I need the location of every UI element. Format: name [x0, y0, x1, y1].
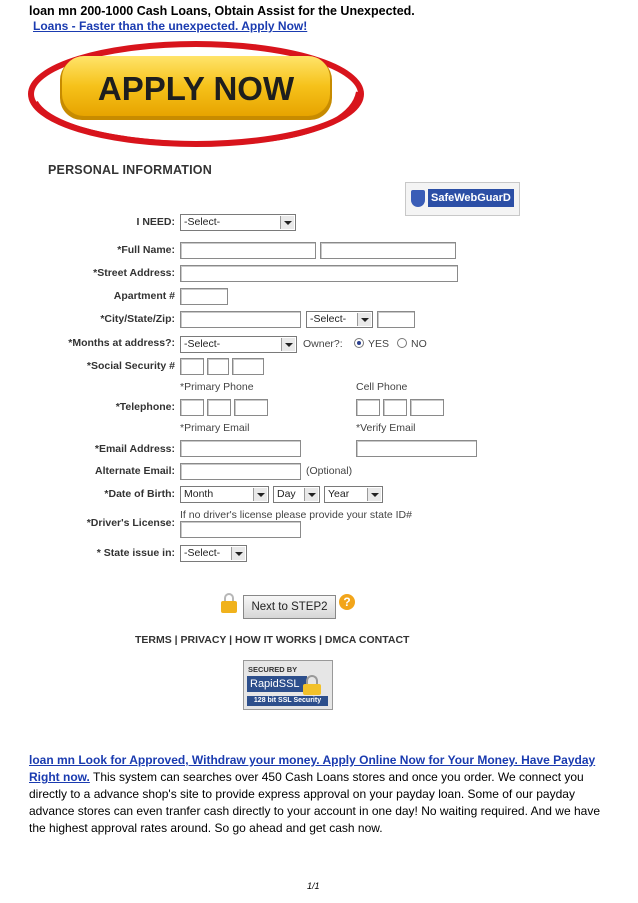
owner-label: Owner?: [303, 338, 343, 350]
phone-line-input[interactable] [234, 399, 268, 416]
chevron-down-icon [280, 216, 294, 229]
help-icon[interactable]: ? [339, 594, 355, 610]
months-select-value: -Select- [184, 338, 221, 350]
label-alt-email: Alternate Email: [95, 465, 175, 477]
chevron-down-icon [357, 313, 371, 326]
label-street: *Street Address: [93, 267, 175, 279]
owner-no-label: NO [411, 338, 427, 350]
bottom-text: This system can searches over 450 Cash Loans stores and once you order. We connect you directly to a advance shop's site to provide express approval on your payday loan. Some of our payday advance stores can even tranfer cash directly to your account in one day! No waiting required. And we have the highest approval rates around. So go ahead and get cash now. [29, 770, 600, 835]
bottom-link[interactable]: loan mn Look for Approved, Withdraw your money. Apply Online Now for Your Money. Have Payday Right now. [29, 753, 596, 784]
shield-icon [411, 190, 425, 207]
cell-prefix-input[interactable] [383, 399, 407, 416]
email-input[interactable] [180, 440, 301, 457]
section-title: PERSONAL INFORMATION [48, 163, 212, 177]
apply-now-text: APPLY NOW [97, 70, 295, 107]
label-apartment: Apartment # [113, 290, 175, 302]
rapidssl-badge [243, 660, 333, 710]
owner-yes-label: YES [368, 338, 390, 350]
label-dob: *Date of Birth: [104, 488, 175, 500]
page-title: loan mn 200-1000 Cash Loans, Obtain Assist for the Unexpected. [29, 4, 415, 18]
last-name-input[interactable] [320, 242, 456, 259]
primary-email-label: *Primary Email [180, 422, 250, 434]
chevron-down-icon [304, 488, 318, 501]
owner-no-radio[interactable] [397, 338, 407, 348]
state-issue-select[interactable] [180, 545, 247, 562]
footer-links: TERMS | PRIVACY | HOW IT WORKS | DMCA CONTACT [135, 634, 410, 646]
state-select[interactable] [306, 311, 373, 328]
chevron-down-icon [367, 488, 381, 501]
bottom-paragraph [29, 752, 604, 837]
dob-year-value: Year [328, 488, 350, 500]
label-ssn: *Social Security # [86, 360, 175, 372]
dmca-contact-link[interactable]: DMCA CONTACT [324, 634, 410, 646]
need-select[interactable] [180, 214, 296, 231]
state-issue-value: -Select- [184, 547, 221, 559]
label-state-issue: * State issue in: [96, 547, 175, 559]
label-need: I NEED: [136, 216, 175, 228]
cell-phone-label: Cell Phone [356, 381, 408, 393]
primary-phone-label: *Primary Phone [180, 381, 254, 393]
owner-yes-radio[interactable] [354, 338, 364, 348]
apply-link[interactable]: Loans - Faster than the unexpected. Apply Now! [33, 19, 308, 33]
padlock-icon [302, 675, 322, 695]
alt-email-input[interactable] [180, 463, 301, 480]
first-name-input[interactable] [180, 242, 316, 259]
dob-day-select[interactable] [273, 486, 320, 503]
cell-area-input[interactable] [356, 399, 380, 416]
phone-prefix-input[interactable] [207, 399, 231, 416]
page-number: 1/1 [307, 881, 320, 891]
label-months: *Months at address?: [68, 337, 175, 349]
chevron-down-icon [231, 547, 245, 560]
next-step-button[interactable]: Next to STEP2 [243, 595, 336, 619]
label-telephone: *Telephone: [115, 401, 175, 413]
terms-link[interactable]: TERMS [135, 634, 172, 646]
phone-area-input[interactable] [180, 399, 204, 416]
chevron-down-icon [253, 488, 267, 501]
how-it-works-link[interactable]: HOW IT WORKS [235, 634, 317, 646]
dob-month-select[interactable] [180, 486, 269, 503]
apartment-input[interactable] [180, 288, 228, 305]
apply-now-banner[interactable] [24, 34, 366, 150]
need-select-value: -Select- [184, 216, 221, 228]
street-address-input[interactable] [180, 265, 458, 282]
safewebguard-badge [405, 182, 520, 216]
label-license: *Driver's License: [86, 517, 175, 529]
city-input[interactable] [180, 311, 301, 328]
cell-line-input[interactable] [410, 399, 444, 416]
secured-by-text: SECURED BY [248, 665, 298, 674]
dob-day-value: Day [277, 488, 296, 500]
license-note: If no driver's license please provide your state ID# [180, 509, 412, 521]
chevron-down-icon [281, 338, 295, 351]
dob-year-select[interactable] [324, 486, 383, 503]
rapidssl-text: RapidSSL [247, 676, 307, 692]
lock-icon [220, 593, 238, 613]
verify-email-label: *Verify Email [356, 422, 416, 434]
verify-email-input[interactable] [356, 440, 477, 457]
ssn-part2-input[interactable] [207, 358, 229, 375]
zip-input[interactable] [377, 311, 415, 328]
label-full-name: *Full Name: [117, 244, 175, 256]
months-select[interactable] [180, 336, 297, 353]
label-email: *Email Address: [94, 443, 175, 455]
ssn-part1-input[interactable] [180, 358, 204, 375]
safewebguard-text: SafeWebGuarD [428, 189, 514, 207]
ssn-part3-input[interactable] [232, 358, 264, 375]
dob-month-value: Month [184, 488, 214, 500]
state-select-value: -Select- [310, 313, 347, 325]
apply-now-graphic [24, 34, 366, 150]
optional-note: (Optional) [306, 465, 353, 477]
label-city: *City/State/Zip: [100, 313, 175, 325]
privacy-link[interactable]: PRIVACY [180, 634, 227, 646]
license-input[interactable] [180, 521, 301, 538]
ssl-note: 128 bit SSL Security [247, 696, 328, 706]
